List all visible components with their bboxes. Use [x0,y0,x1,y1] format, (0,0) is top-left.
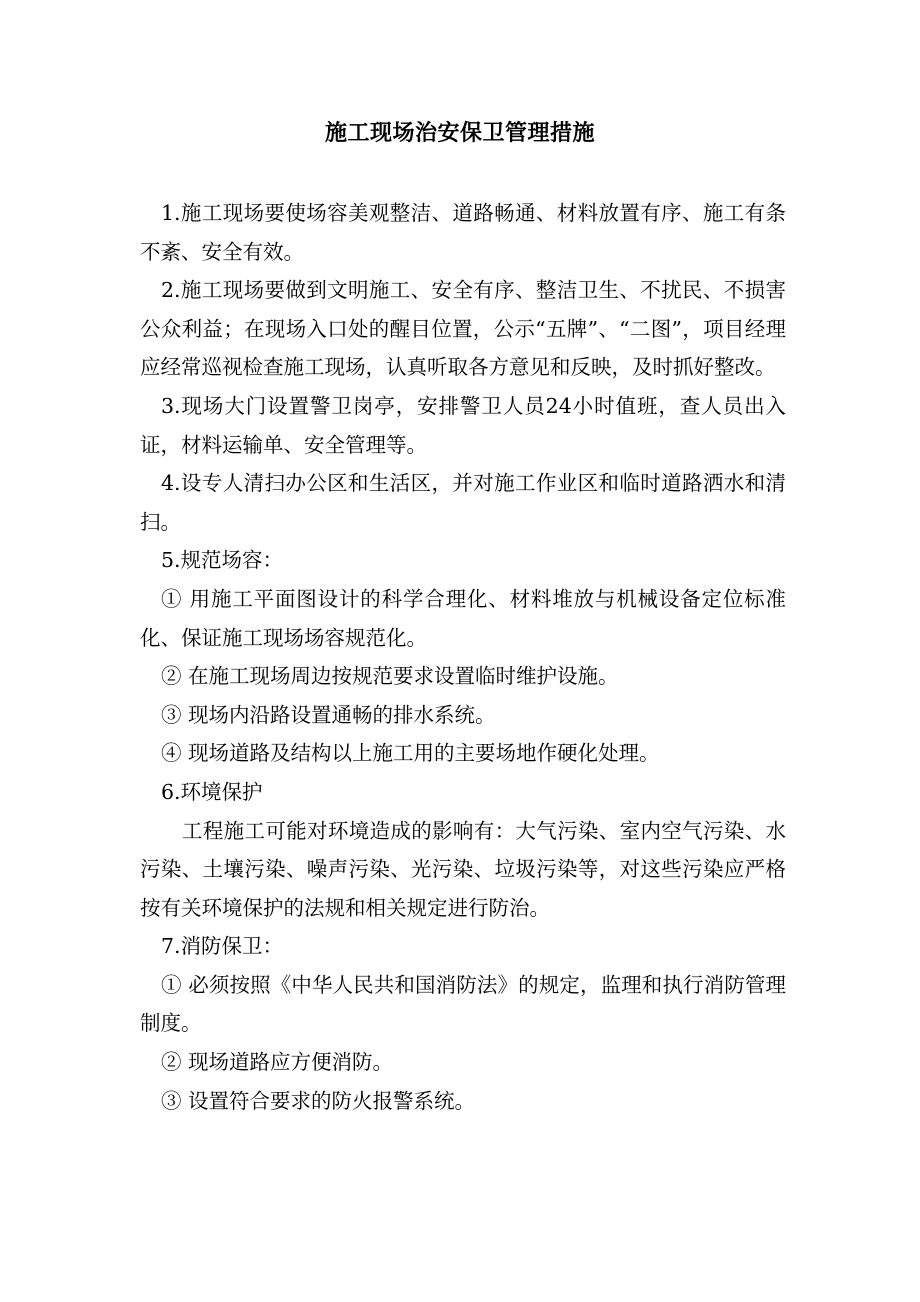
section-heading-environment: 6.环境保护 [161,779,263,804]
list-item-fire-2: ② 现场道路应方便消防。 [161,1050,394,1075]
list-item-scene-3: ③ 现场内沿路设置通畅的排水系统。 [161,702,496,727]
document-body [140,194,786,1120]
list-item-fire-3: ③ 设置符合要求的防火报警系统。 [161,1088,476,1113]
paragraph-item-4: 4.设专人清扫办公区和生活区，并对施工作业区和临时道路洒水和清扫。 [140,471,786,534]
page-title: 施工现场治安保卫管理措施 [324,120,595,146]
list-item-scene-4: ④ 现场道路及结构以上施工用的主要场地作硬化处理。 [161,741,660,766]
section-heading-fire-safety: 7.消防保卫： [161,934,284,959]
paragraph-item-2: 2.施工现场要做到文明施工、安全有序、整洁卫生、不扰民、不损害公众利益；在现场入口处的醒目位置，公示“五牌”、“二图”，项目经理应经常巡视检查施工现场，认真听取各方意见和反映，及时抓好整改。 [140,278,786,380]
environment-paragraph: 工程施工可能对环境造成的影响有：大气污染、室内空气污染、水污染、土壤污染、噪声污染、光污染、垃圾污染等，对这些污染应严格按有关环境保护的法规和相关规定进行防治。 [140,818,786,920]
list-item-fire-1: ① 必须按照《中华人民共和国消防法》的规定，监理和执行消防管理制度。 [140,972,786,1036]
section-heading-scene: 5.规范场容： [161,548,284,573]
paragraph-item-1: 1.施工现场要使场容美观整洁、道路畅通、材料放置有序、施工有条不紊、安全有效。 [140,201,786,264]
list-item-scene-1: ① 用施工平面图设计的科学合理化、材料堆放与机械设备定位标准化、保证施工现场场容规范化。 [140,586,786,650]
paragraph-item-3: 3.现场大门设置警卫岗亭，安排警卫人员24小时值班，查人员出入证，材料运输单、安全管理等。 [140,393,786,457]
list-item-scene-2: ② 在施工现场周边按规范要求设置临时维护设施。 [161,664,619,689]
